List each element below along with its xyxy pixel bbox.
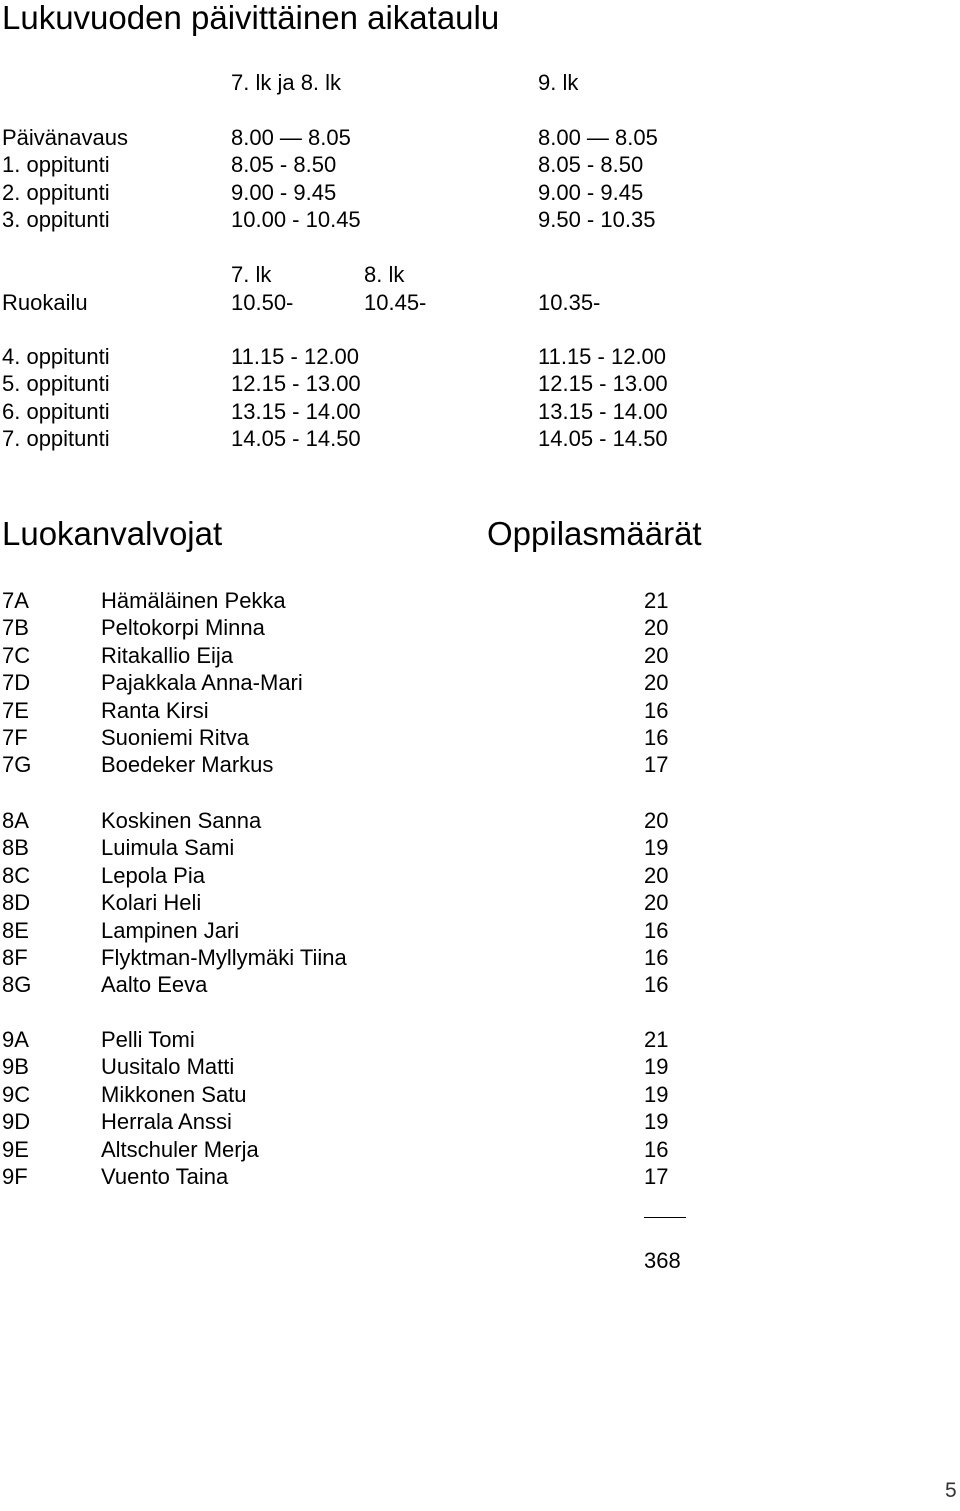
schedule-time-7-8: 9.00 - 9.45 (231, 180, 337, 205)
class-code: 9E (2, 1137, 29, 1162)
schedule-time-7-8: 14.05 - 14.50 (231, 426, 361, 451)
class-code: 9C (2, 1082, 31, 1107)
schedule-row-label: 1. oppitunti (2, 152, 110, 177)
counts-heading: Oppilasmäärät (487, 515, 702, 552)
class-student-count: 20 (644, 670, 669, 695)
lunch-header-7: 7. lk (231, 262, 272, 287)
col-header-7-8: 7. lk ja 8. lk (231, 70, 342, 95)
class-code: 8D (2, 890, 31, 915)
class-teacher: Flyktman-Myllymäki Tiina (101, 945, 347, 970)
class-student-count: 19 (644, 835, 669, 860)
class-teacher: Pajakkala Anna-Mari (101, 670, 303, 695)
class-code: 9B (2, 1054, 29, 1079)
schedule-time-9: 14.05 - 14.50 (538, 426, 668, 451)
schedule-row-label: 5. oppitunti (2, 371, 110, 396)
class-code: 9D (2, 1109, 31, 1134)
class-teacher: Altschuler Merja (101, 1137, 259, 1162)
class-code: 7G (2, 752, 32, 777)
class-teacher: Herrala Anssi (101, 1109, 232, 1134)
class-code: 8E (2, 918, 29, 943)
class-teacher: Lepola Pia (101, 863, 205, 888)
class-code: 8G (2, 972, 32, 997)
schedule-time-7-8: 13.15 - 14.00 (231, 399, 361, 424)
class-student-count: 16 (644, 945, 669, 970)
class-code: 7E (2, 698, 29, 723)
class-student-count: 20 (644, 615, 669, 640)
class-student-count: 20 (644, 643, 669, 668)
class-teacher: Mikkonen Satu (101, 1082, 247, 1107)
class-student-count: 21 (644, 588, 669, 613)
schedule-time-9: 8.00 — 8.05 (538, 125, 658, 150)
class-teacher: Suoniemi Ritva (101, 725, 249, 750)
schedule-time-9: 12.15 - 13.00 (538, 371, 668, 396)
class-teacher: Kolari Heli (101, 890, 202, 915)
class-teacher: Aalto Eeva (101, 972, 208, 997)
class-student-count: 19 (644, 1109, 669, 1134)
class-teacher: Luimula Sami (101, 835, 235, 860)
schedule-row-label: 6. oppitunti (2, 399, 110, 424)
class-student-count: 16 (644, 972, 669, 997)
class-teacher: Hämäläinen Pekka (101, 588, 286, 613)
schedule-time-9: 9.00 - 9.45 (538, 180, 644, 205)
class-student-count: 20 (644, 863, 669, 888)
class-teacher: Vuento Taina (101, 1164, 229, 1189)
class-student-count: 19 (644, 1082, 669, 1107)
lunch-time-8: 10.45- (364, 290, 427, 315)
class-student-count: 19 (644, 1054, 669, 1079)
schedule-row-label: 2. oppitunti (2, 180, 110, 205)
page-title: Lukuvuoden päivittäinen aikataulu (2, 0, 500, 36)
schedule-time-7-8: 10.00 - 10.45 (231, 207, 361, 232)
class-code: 8F (2, 945, 28, 970)
lunch-header-8: 8. lk (364, 262, 405, 287)
class-teacher: Ritakallio Eija (101, 643, 234, 668)
schedule-time-7-8: 8.00 — 8.05 (231, 125, 351, 150)
class-student-count: 16 (644, 725, 669, 750)
class-student-count: 21 (644, 1027, 669, 1052)
class-student-count: 16 (644, 698, 669, 723)
class-teacher: Ranta Kirsi (101, 698, 209, 723)
class-code: 7B (2, 615, 29, 640)
class-code: 8C (2, 863, 31, 888)
class-teacher: Peltokorpi Minna (101, 615, 265, 640)
class-teacher: Koskinen Sanna (101, 808, 262, 833)
class-code: 7D (2, 670, 31, 695)
class-teacher: Boedeker Markus (101, 752, 274, 777)
total-count: 368 (644, 1248, 681, 1273)
class-code: 9A (2, 1027, 29, 1052)
schedule-time-9: 8.05 - 8.50 (538, 152, 644, 177)
schedule-row-label: 4. oppitunti (2, 344, 110, 369)
class-student-count: 17 (644, 752, 669, 777)
class-teacher: Uusitalo Matti (101, 1054, 235, 1079)
class-student-count: 20 (644, 808, 669, 833)
class-student-count: 16 (644, 918, 669, 943)
lunch-time-9: 10.35- (538, 290, 601, 315)
class-code: 9F (2, 1164, 28, 1189)
schedule-time-9: 9.50 - 10.35 (538, 207, 656, 232)
class-teacher: Lampinen Jari (101, 918, 240, 943)
class-code: 7A (2, 588, 29, 613)
teachers-heading: Luokanvalvojat (2, 515, 223, 552)
class-code: 8B (2, 835, 29, 860)
class-code: 8A (2, 808, 29, 833)
class-code: 7F (2, 725, 28, 750)
sum-line (644, 1217, 686, 1218)
class-student-count: 20 (644, 890, 669, 915)
schedule-time-7-8: 8.05 - 8.50 (231, 152, 337, 177)
schedule-time-9: 13.15 - 14.00 (538, 399, 668, 424)
lunch-label: Ruokailu (2, 290, 88, 315)
class-teacher: Pelli Tomi (101, 1027, 195, 1052)
lunch-time-7: 10.50- (231, 290, 294, 315)
schedule-time-7-8: 11.15 - 12.00 (231, 344, 360, 369)
schedule-row-label: Päivänavaus (2, 125, 128, 150)
schedule-time-9: 11.15 - 12.00 (538, 344, 667, 369)
class-student-count: 16 (644, 1137, 669, 1162)
col-header-9: 9. lk (538, 70, 579, 95)
class-code: 7C (2, 643, 31, 668)
schedule-row-label: 7. oppitunti (2, 426, 110, 451)
schedule-time-7-8: 12.15 - 13.00 (231, 371, 361, 396)
schedule-row-label: 3. oppitunti (2, 207, 110, 232)
class-student-count: 17 (644, 1164, 669, 1189)
page-number: 5 (945, 1479, 957, 1502)
